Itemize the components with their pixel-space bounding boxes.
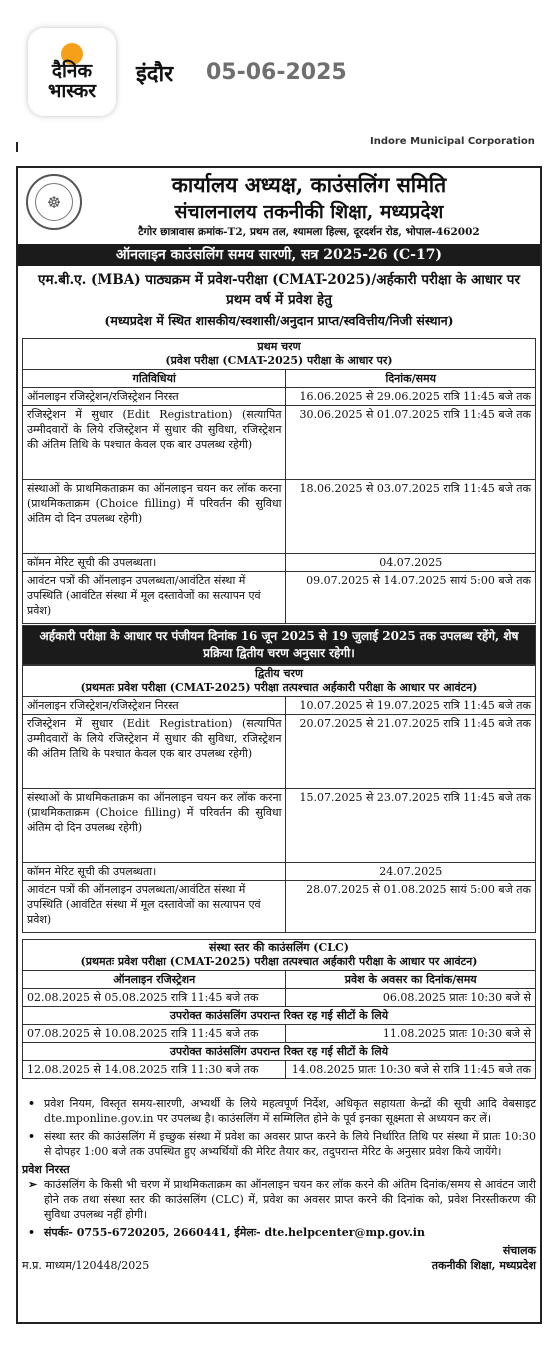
dainik-bhaskar-logo <box>28 28 116 116</box>
mid-band-table <box>22 625 536 665</box>
table-row <box>23 697 536 715</box>
schedule-band: ऑनलाइन काउंसलिंग समय सारणी, सत्र 2025-26 (C-17) <box>18 244 540 266</box>
reg-cell: 02.08.2025 से 05.08.2025 रात्रि 11:45 बजे तक <box>23 989 286 1007</box>
activity-cell: आवंटन पत्रों की ऑनलाइन उपलब्धता/आवंटित संस्था में उपस्थिति (आवंटित संस्था में मूल दस्तावेजों का सत्यापन एवं प्रवेश) <box>23 881 286 933</box>
note-clc: • संस्था स्तर की काउंसलिंग में इच्छुक संस्था में प्रवेश का अवसर प्राप्त करने के लिये निर्धारित तिथि पर संस्था में प्रातः 10:30 से दोपहर 1:00 बजे तक उपस्थित हुए अभ्यर्थियों की मेरिट तैयार कर, तदुपरान्त मेरिट के अनुसार प्रवेश किये जायेंगे। <box>22 1129 536 1159</box>
activity-cell: कॉमन मेरिट सूची की उपलब्धता। <box>23 554 286 572</box>
table-row <box>23 789 536 863</box>
date-cell: 24.07.2025 <box>286 863 536 881</box>
table-row <box>23 388 536 406</box>
signatory-title: संचालक <box>502 1244 536 1257</box>
notice-title1: कार्यालय अध्यक्ष, काउंसलिंग समिति <box>171 172 447 197</box>
edition-date: 05-06-2025 <box>206 60 347 85</box>
activity-cell: ऑनलाइन रजिस्ट्रेशन/रजिस्ट्रेशन निरस्त <box>23 388 286 406</box>
date-cell: 28.07.2025 से 01.08.2025 सायं 5:00 बजे तक <box>286 881 536 933</box>
date-cell: 15.07.2025 से 23.07.2025 रात्रि 11:45 बजे तक <box>286 789 536 863</box>
table-row <box>23 406 536 480</box>
table-row <box>23 480 536 554</box>
table-row <box>23 863 536 881</box>
newspaper-header <box>0 0 553 140</box>
table-row <box>23 989 536 1007</box>
table-row <box>23 554 536 572</box>
reference-number: म.प्र. माध्यम/120448/2025 <box>22 1259 150 1272</box>
col-admission: प्रवेश के अवसर का दिनांक/समय <box>286 971 536 989</box>
activity-cell: संस्थाओं के प्राथमिकताक्रम का ऑनलाइन चयन कर लॉक करना (प्राथमिकताक्रम (Choice filling) में परिवर्तन की सुविधा अंतिम दो दिन उपलब्ध रहेगी) <box>23 789 286 863</box>
reg-cell: 12.08.2025 से 14.08.2025 रात्रि 11:30 बजे तक <box>23 1061 286 1079</box>
logo-line2: भास्कर <box>47 80 97 102</box>
date-cell: 04.07.2025 <box>286 554 536 572</box>
date-cell: 20.07.2025 से 21.07.2025 रात्रि 11:45 बजे तक <box>286 715 536 789</box>
phase1-title: प्रथम चरण <box>257 340 301 353</box>
notice-institutes: (मध्यप्रदेश में स्थित शासकीय/स्वशासी/अनुदान प्राप्त/स्ववित्तीय/निजी संस्थान) <box>104 313 454 328</box>
col-date: दिनांक/समय <box>286 370 536 388</box>
date-cell: 10.07.2025 से 19.07.2025 रात्रि 11:45 बजे तक <box>286 697 536 715</box>
table-row <box>23 881 536 933</box>
phase2-subtitle: (प्रथमतः प्रवेश परीक्षा (CMAT-2025) परीक्षा तत्पश्चात अर्हकारी परीक्षा के आधार पर आवंटन) <box>80 681 478 694</box>
activity-cell: रजिस्ट्रेशन में सुधार (Edit Registration) (सत्यापित उम्मीदवारों के लिये रजिस्ट्रेशन में सुधार की सुविधा, रजिस्ट्रेशन की अंतिम तिथि के पश्चात केवल एक बार उपलब्ध रहेगी) <box>23 715 286 789</box>
activity-cell: रजिस्ट्रेशन में सुधार (Edit Registration) (सत्यापित उम्मीदवारों के लिये रजिस्ट्रेशन में सुधार की सुविधा, रजिस्ट्रेशन की अंतिम तिथि के पश्चात केवल एक बार उपलब्ध रहेगी) <box>23 406 286 480</box>
admit-cell: 11.08.2025 प्रातः 10:30 बजे से <box>286 1025 536 1043</box>
cropped-ad-text: Indore Municipal Corporation <box>370 136 535 147</box>
table-row <box>23 1025 536 1043</box>
admit-cell: 06.08.2025 प्रातः 10:30 बजे से <box>286 989 536 1007</box>
col-registration: ऑनलाइन रजिस्ट्रेशन <box>23 971 286 989</box>
reg-cell: 07.08.2025 से 10.08.2025 रात्रि 11:45 बजे तक <box>23 1025 286 1043</box>
date-cell: 09.07.2025 से 14.07.2025 सायं 5:00 बजे तक <box>286 572 536 624</box>
activity-cell: आवंटन पत्रों की ऑनलाइन उपलब्धता/आवंटित संस्था में उपस्थिति (आवंटित संस्था में मूल दस्तावेजों का सत्यापन एवं प्रवेश) <box>23 572 286 624</box>
logo-line1: दैनिक <box>51 60 93 82</box>
table-row <box>23 715 536 789</box>
note-website: • प्रवेश नियम, विस्तृत समय-सारणी, अभ्यर्थी के लिये महत्वपूर्ण निर्देश, अधिकृत सहायता केन्द्रों की सूची आदि वेबसाइट dte.mponline.gov.in पर उपलब्ध है। काउंसलिंग में सम्मिलित होने के पूर्व इनका सूक्ष्मता से अध्ययन कर लें। <box>22 1096 536 1126</box>
phase1-table <box>22 338 536 624</box>
note-cancel: ➢ काउंसलिंग के किसी भी चरण में प्राथमिकताक्रम का ऑनलाइन चयन कर लॉक करने की अंतिम दिनांक/समय से आवंटन जारी होने तक तथा संस्था स्तर की काउंसलिंग (CLC) में, प्रवेश का अवसर प्राप्त करने की दिनांक को, प्रवेश निरस्तीकरण की सुविधा उपलब्ध नहीं होगी। <box>22 1177 536 1222</box>
clc-title: संस्था स्तर की काउंसलिंग (CLC) <box>209 941 349 954</box>
divider <box>16 142 18 152</box>
government-seal-icon: ☸ <box>26 174 82 230</box>
date-cell: 30.06.2025 से 01.07.2025 रात्रि 11:45 बजे तक <box>286 406 536 480</box>
clc-subtitle: (प्रथमतः प्रवेश परीक्षा (CMAT-2025) परीक्षा तत्पश्चात अर्हकारी परीक्षा के आधार पर आवंटन) <box>80 955 478 968</box>
date-cell: 18.06.2025 से 03.07.2025 रात्रि 11:45 बजे तक <box>286 480 536 554</box>
notes-section <box>22 1096 536 1273</box>
table-row <box>23 1061 536 1079</box>
contact-info: • संपर्कः- 0755-6720205, 2660441, ईमेलः- dte.helpcenter@mp.gov.in <box>22 1225 536 1240</box>
activity-cell: ऑनलाइन रजिस्ट्रेशन/रजिस्ट्रेशन निरस्त <box>23 697 286 715</box>
registration-note-band: अर्हकारी परीक्षा के आधार पर पंजीयन दिनांक 16 जून 2025 से 19 जुलाई 2025 तक उपलब्ध रहेंगे, शेष प्रक्रिया द्वितीय चरण अनुसार रहेगी। <box>23 626 536 665</box>
phase2-table <box>22 665 536 933</box>
notice-box <box>16 166 542 1324</box>
activity-cell: कॉमन मेरिट सूची की उपलब्धता। <box>23 863 286 881</box>
table-row <box>23 572 536 624</box>
date-cell: 16.06.2025 से 29.06.2025 रात्रि 11:45 बजे तक <box>286 388 536 406</box>
vacant-seats-note: उपरोक्त काउंसलिंग उपरान्त रिक्त रह गई सीटों के लिये <box>23 1043 536 1061</box>
clc-table <box>22 939 536 1079</box>
activity-cell: संस्थाओं के प्राथमिकताक्रम का ऑनलाइन चयन कर लॉक करना (प्राथमिकताक्रम (Choice filling) में परिवर्तन की सुविधा अंतिम दो दिन उपलब्ध रहेगी) <box>23 480 286 554</box>
notice-address: टैगोर छात्रावास क्रमांक-T2, प्रथम तल, श्यामला हिल्स, दूरदर्शन रोड, भोपाल-462002 <box>138 226 480 238</box>
notice-title2: संचालनालय तकनीकी शिक्षा, मध्यप्रदेश <box>174 201 444 223</box>
notice-intro: एम.बी.ए. (MBA) पाठ्यक्रम में प्रवेश-परीक्षा (CMAT-2025)/अर्हकारी परीक्षा के आधार पर प्रथम वर्ष में प्रवेश हेतु <box>38 272 520 308</box>
edition-city: इंदौर <box>136 62 174 87</box>
col-activity: गतिविधियां <box>23 370 286 388</box>
vacant-seats-note: उपरोक्त काउंसलिंग उपरान्त रिक्त रह गई सीटों के लिये <box>23 1007 536 1025</box>
admit-cell: 14.08.2025 प्रातः 10:30 बजे से रात्रि 11:45 बजे तक <box>286 1061 536 1079</box>
phase2-title: द्वितीय चरण <box>255 667 303 680</box>
cancel-heading: प्रवेश निरस्त <box>22 1163 70 1176</box>
phase1-subtitle: (प्रवेश परीक्षा (CMAT-2025) परीक्षा के आधार पर) <box>165 354 393 367</box>
signatory-dept: तकनीकी शिक्षा, मध्यप्रदेश <box>431 1259 536 1272</box>
